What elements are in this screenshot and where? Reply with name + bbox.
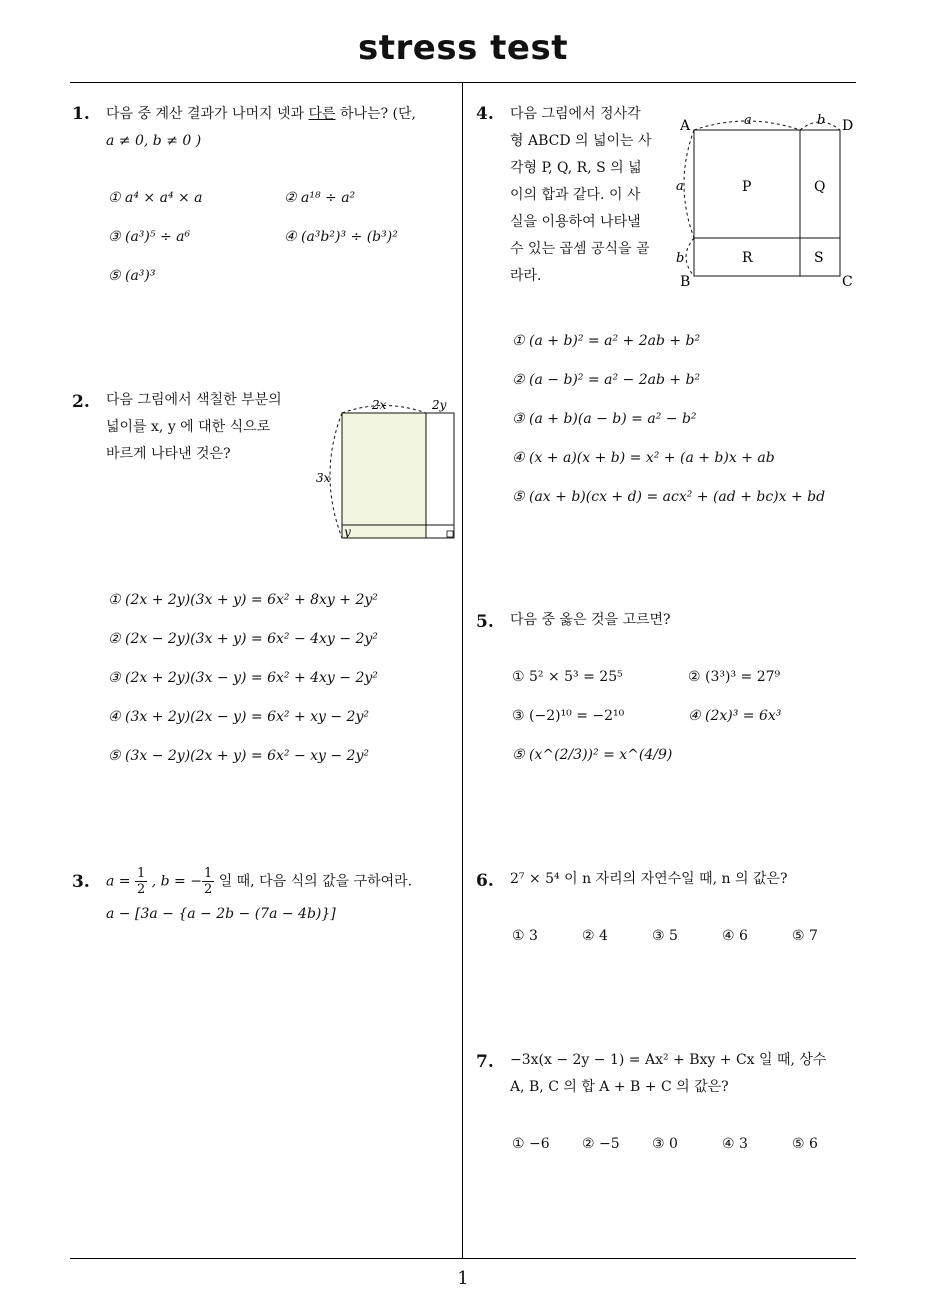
option-5[interactable]: ⑤ (ax + b)(cx + d) = acx² + (ad + bc)x + bd [512, 489, 826, 505]
option-1[interactable]: ① 3 [512, 928, 538, 944]
region-q: Q [814, 179, 826, 195]
option-5[interactable]: ⑤ (a³)³ [108, 268, 156, 284]
question-number: 5. [476, 612, 494, 632]
option-2[interactable]: ② −5 [582, 1136, 620, 1152]
option-3[interactable]: ③ (a³)⁵ ÷ a⁶ [108, 229, 191, 245]
label-b-left: b [676, 251, 685, 266]
question-text: 2⁷ × 5⁴ 이 n 자리의 자연수일 때, n 의 값은? [510, 871, 788, 887]
fraction-one-half: $\frac{1}{2}$ [203, 866, 213, 897]
vertex-a: A [680, 118, 691, 134]
bottom-rule [70, 1258, 856, 1259]
expression: a − [3a − {a − 2b − (7a − 4b)}] [106, 906, 336, 922]
label-3x: 3x [316, 471, 331, 485]
vertex-c: C [842, 274, 853, 290]
option-1[interactable]: ① −6 [512, 1136, 550, 1152]
option-2[interactable]: ② 4 [582, 928, 608, 944]
question-text: 다음 중 옳은 것을 고르면? [510, 612, 671, 628]
region-s: S [814, 250, 824, 266]
option-5[interactable]: ⑤ (x^(2/3))² = x^(4/9) [512, 747, 673, 763]
option-5[interactable]: ⑤ 7 [792, 928, 818, 944]
option-3[interactable]: ③ (a + b)(a − b) = a² − b² [512, 411, 697, 427]
label-y: y [344, 525, 351, 539]
option-4[interactable]: ④ (x + a)(x + b) = x² + (a + b)x + ab [512, 450, 775, 466]
question-number: 6. [476, 871, 494, 891]
option-1[interactable]: ① (a + b)² = a² + 2ab + b² [512, 333, 701, 349]
option-4[interactable]: ④ (2x)³ = 6x³ [688, 708, 782, 724]
question-number: 2. [72, 392, 90, 412]
page-title: stress test [358, 28, 568, 68]
label-a-top: a [744, 113, 752, 128]
option-1[interactable]: ① a⁴ × a⁴ × a [108, 190, 203, 206]
question-number: 7. [476, 1052, 494, 1072]
option-2[interactable]: ② (2x − 2y)(3x + y) = 6x² − 4xy − 2y² [108, 631, 378, 647]
option-4[interactable]: ④ (a³b²)³ ÷ (b³)² [284, 229, 398, 245]
page-number: 1 [457, 1268, 469, 1289]
shaded-region [342, 413, 426, 538]
underlined-word: 다른 [308, 106, 336, 122]
option-3[interactable]: ③ (2x + 2y)(3x − y) = 6x² + 4xy − 2y² [108, 670, 378, 686]
option-2[interactable]: ② (3³)³ = 27⁹ [688, 669, 781, 685]
label-2x: 2x [372, 398, 387, 412]
region-p: P [742, 179, 752, 195]
option-3[interactable]: ③ (−2)¹⁰ = −2¹⁰ [512, 708, 625, 724]
column-divider [462, 83, 463, 1259]
question-number: 4. [476, 104, 494, 124]
option-2[interactable]: ② (a − b)² = a² − 2ab + b² [512, 372, 701, 388]
region-r: R [742, 250, 753, 266]
option-5[interactable]: ⑤ (3x − 2y)(2x + y) = 6x² − xy − 2y² [108, 748, 369, 764]
vertex-b: B [680, 274, 691, 290]
option-1[interactable]: ① 5² × 5³ = 25⁵ [512, 669, 623, 685]
question-text: 다음 그림에서 색칠한 부분의 넓이를 x, y 에 대한 식으로 바르게 나타낸 것은? [106, 392, 282, 462]
label-b-top: b [817, 113, 826, 128]
vertex-d: D [842, 118, 854, 134]
question-text: a = $\frac{1}{2}$ , b = − $\frac{1}{2}$ 일 때, 다음 식의 값을 구하여라. [106, 866, 413, 897]
rectangle-figure [310, 394, 460, 546]
option-1[interactable]: ① (2x + 2y)(3x + y) = 6x² + 8xy + 2y² [108, 592, 378, 608]
question-text: 다음 중 계산 결과가 나머지 넷과 다른 하나는? (단, a ≠ 0, b ≠ 0 ) [106, 106, 416, 149]
option-3[interactable]: ③ 0 [652, 1136, 678, 1152]
option-5[interactable]: ⑤ 6 [792, 1136, 818, 1152]
label-a-left: a [676, 179, 684, 194]
option-4[interactable]: ④ 3 [722, 1136, 748, 1152]
top-rule [70, 82, 856, 83]
option-4[interactable]: ④ (3x + 2y)(2x − y) = 6x² + xy − 2y² [108, 709, 369, 725]
question-number: 3. [72, 872, 90, 892]
fraction-one-half: $\frac{1}{2}$ [136, 866, 146, 897]
square-abcd-figure [672, 108, 858, 294]
question-text: 다음 그림에서 정사각 형 ABCD 의 넓이는 사 각형 P, Q, R, S 의 넓 이의 합과 같다. 이 사 실을 이용하여 나타낼 수 있는 곱셈 공식을 골 라라. [510, 106, 652, 284]
question-number: 1. [72, 104, 90, 124]
option-2[interactable]: ② a¹⁸ ÷ a² [284, 190, 356, 206]
option-4[interactable]: ④ 6 [722, 928, 748, 944]
label-2y: 2y [432, 398, 447, 412]
option-3[interactable]: ③ 5 [652, 928, 678, 944]
question-text: −3x(x − 2y − 1) = Ax² + Bxy + Cx 일 때, 상수 A, B, C 의 합 A + B + C 의 값은? [510, 1052, 827, 1095]
